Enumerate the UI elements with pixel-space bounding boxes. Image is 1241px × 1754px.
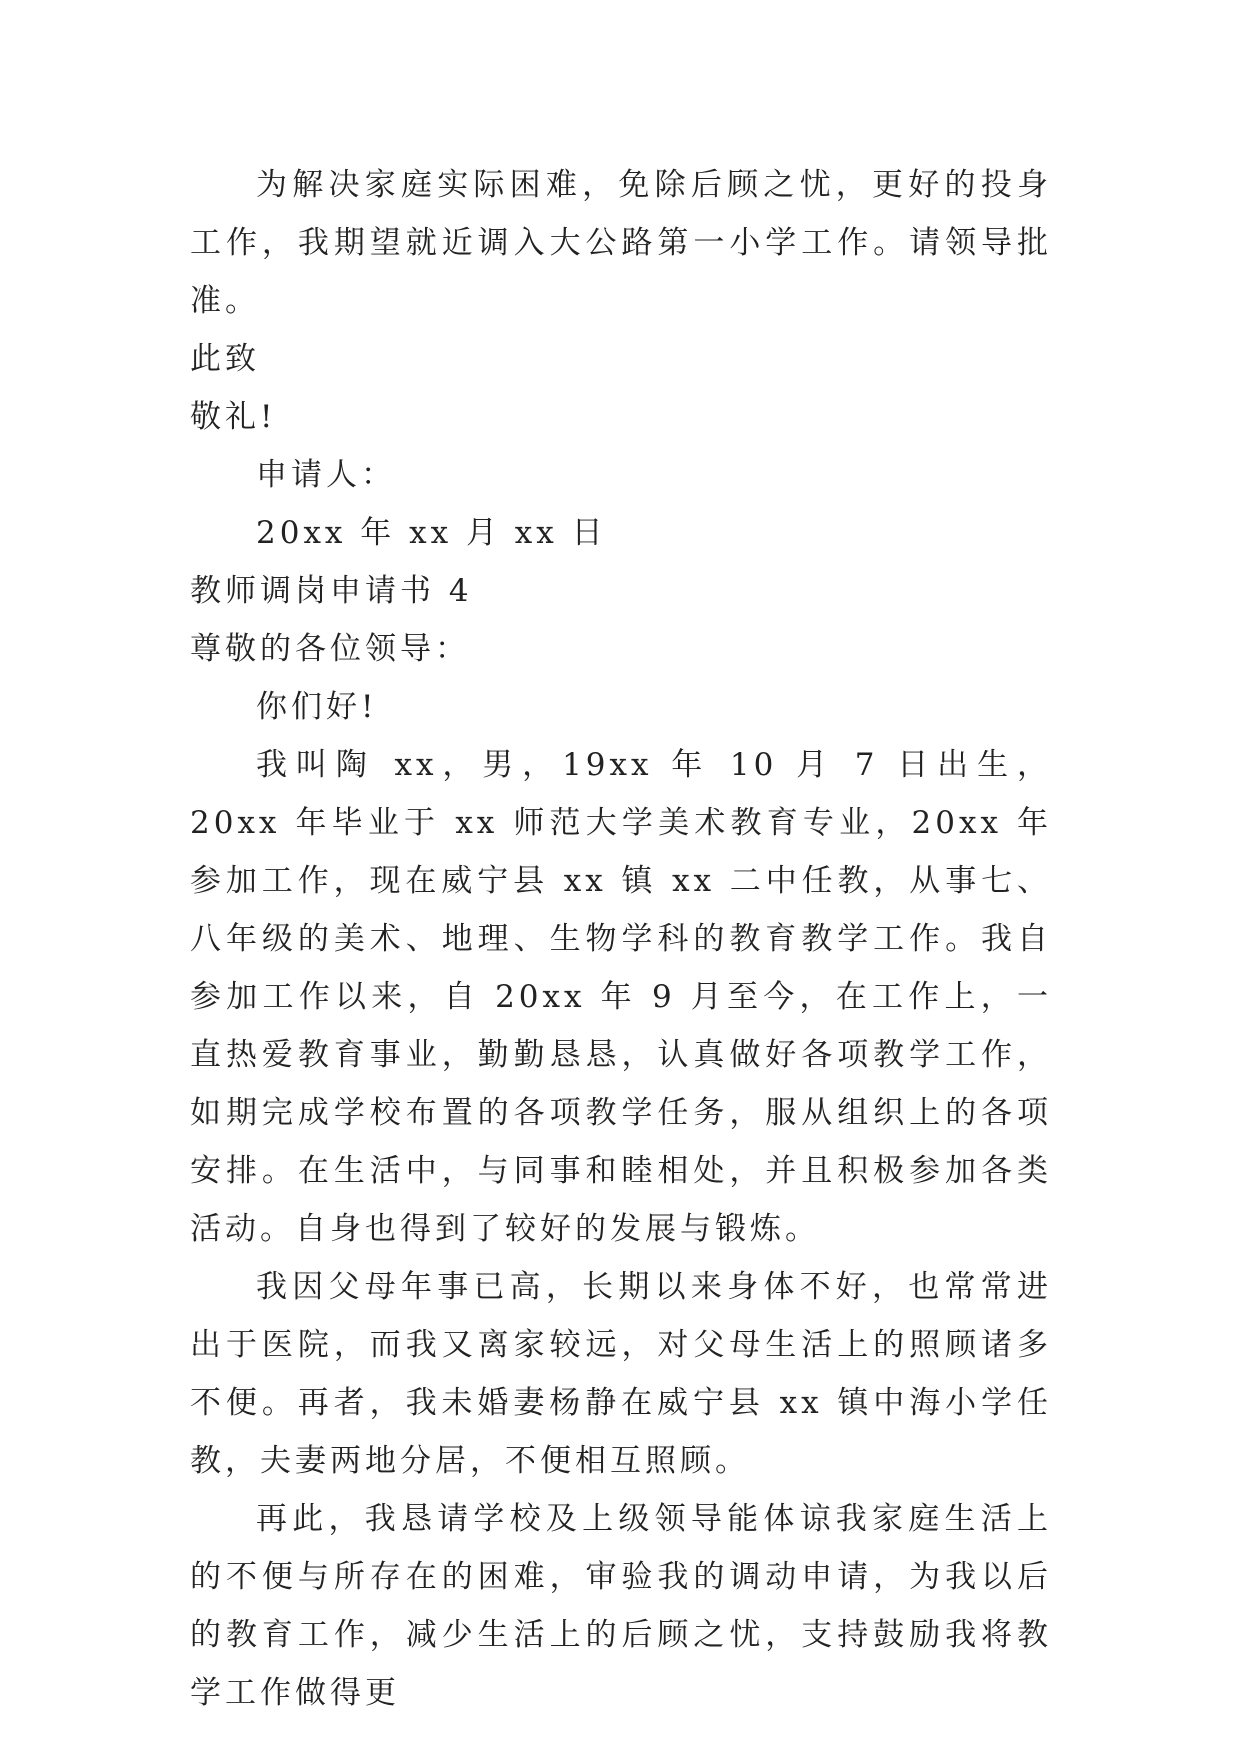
closing-respect: 敬礼! [190,399,277,435]
paragraph-self-introduction: 我叫陶 xx，男，19xx 年 10 月 7 日出生，20xx 年毕业于 xx 师范大学美术教育专业，20xx 年参加工作，现在威宁县 xx 镇 xx 二中任教，从事七、八年级的美术、地理、生物学科的教育教学工作。我自参加工作以来，自 20xx 年 9 月至今，在工作上，一直热爱教育事业，勤勤恳恳，认真做好各项教学工作，如期完成学校布置的各项教学任务，服从组织上的各项安排。在生活中，与同事和睦相处，并且积极参加各类活动。自身也得到了较好的发展与锻炼。 [190,747,1052,1247]
date-line: 20xx 年 xx 月 xx 日 [256,515,607,551]
document-body [190,156,1052,1722]
applicant-label: 申请人： [256,457,396,493]
closing-salutation: 此致 [190,341,260,377]
paragraph-request-reason: 为解决家庭实际困难，免除后顾之忧，更好的投身工作，我期望就近调入大公路第一小学工作。请领导批准。 [190,167,1052,319]
greeting-hello: 你们好! [256,689,378,725]
paragraph-request-plea: 再此，我恳请学校及上级领导能体谅我家庭生活上的不便与所存在的困难，审验我的调动申请，为我以后的教育工作，减少生活上的后顾之忧，支持鼓励我将教学工作做得更 [190,1501,1052,1711]
section-title: 教师调岗申请书 4 [190,573,473,609]
paragraph-family-situation: 我因父母年事已高，长期以来身体不好，也常常进出于医院，而我又离家较远，对父母生活上的照顾诸多不便。再者，我未婚妻杨静在威宁县 xx 镇中海小学任教，夫妻两地分居，不便相互照顾。 [190,1269,1052,1479]
greeting-addressee: 尊敬的各位领导： [190,631,470,667]
